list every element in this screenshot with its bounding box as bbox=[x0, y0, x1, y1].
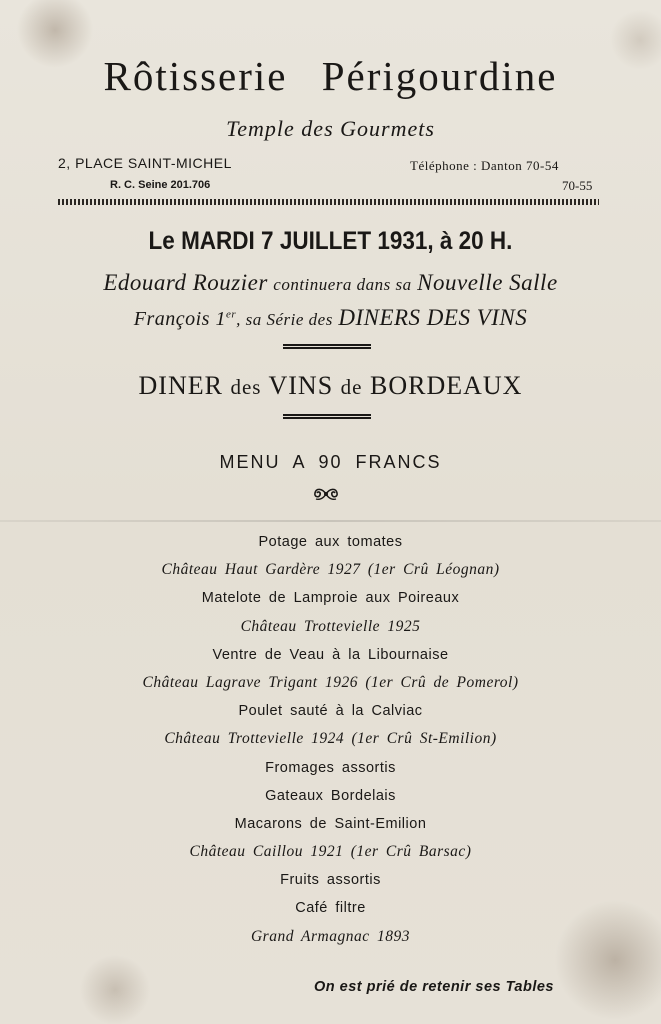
menu-items bbox=[0, 532, 661, 955]
menu-item-dish: Matelote de Lamproie aux Poireaux bbox=[201, 590, 460, 607]
intro-text-1: continuera dans sa bbox=[273, 275, 412, 294]
paper-fold bbox=[0, 520, 661, 522]
menu-item-dish: Poulet sauté à la Calviac bbox=[238, 703, 423, 720]
menu-item-dish: Fruits assortis bbox=[280, 872, 381, 889]
restaurant-address: 2, PLACE SAINT-MICHEL bbox=[58, 155, 232, 171]
menu-item-dish: Café filtre bbox=[295, 900, 366, 917]
dotted-divider bbox=[58, 199, 599, 205]
dinner-word: de bbox=[340, 375, 363, 399]
menu-item-dish: Macarons de Saint-Emilion bbox=[234, 815, 427, 832]
menu-item-dish: Fromages assortis bbox=[265, 759, 396, 776]
telephone: Téléphone : Danton 70-54 bbox=[410, 158, 559, 173]
intro-line-2 bbox=[0, 305, 661, 331]
dinner-word: VINS bbox=[268, 371, 334, 400]
menu-item-dish: Potage aux tomates bbox=[258, 534, 403, 550]
dinner-word: BORDEAUX bbox=[370, 371, 523, 400]
intro-text-2: , sa Série des bbox=[236, 310, 333, 329]
restaurant-name: Rôtisserie Périgourdine bbox=[103, 53, 558, 99]
menu-item-wine: Château Haut Gardère 1927 (1er Crû Léognan) bbox=[161, 561, 500, 579]
dinner-title bbox=[0, 371, 661, 401]
double-rule-top bbox=[283, 344, 371, 349]
reservation-note: On est prié de retenir ses Tables bbox=[314, 979, 554, 995]
restaurant-tagline: Temple des Gourmets bbox=[226, 116, 435, 141]
series-name: DINERS DES VINS bbox=[338, 305, 528, 330]
fleuron-ornament-icon bbox=[310, 485, 342, 507]
room-name-2: François 1 bbox=[133, 308, 226, 330]
menu-item-wine: Grand Armagnac 1893 bbox=[250, 927, 411, 945]
room-name: Nouvelle Salle bbox=[417, 270, 558, 295]
menu-item-dish: Gateaux Bordelais bbox=[265, 787, 396, 804]
dinner-word: des bbox=[230, 375, 262, 399]
event-date: Le MARDI 7 JUILLET 1931, à 20 H. bbox=[148, 227, 513, 255]
host-name: Edouard Rouzier bbox=[103, 270, 268, 295]
menu-item-wine: Château Caillou 1921 (1er Crû Barsac) bbox=[189, 843, 472, 861]
ordinal-suffix: er bbox=[225, 308, 237, 321]
intro-line-1 bbox=[0, 270, 661, 296]
menu-item-wine: Château Trottevielle 1924 (1er Crû St-Emilion) bbox=[164, 730, 497, 748]
trade-register: R. C. Seine 201.706 bbox=[110, 179, 211, 191]
menu-item-wine: Château Trottevielle 1925 bbox=[240, 617, 421, 635]
telephone-secondary: 70-55 bbox=[562, 178, 593, 193]
double-rule-bottom bbox=[283, 414, 371, 419]
menu-item-wine: Château Lagrave Trigant 1926 (1er Crû de Pomerol) bbox=[142, 673, 519, 691]
menu-title: MENU A 90 FRANCS bbox=[219, 452, 442, 472]
dinner-word: DINER bbox=[138, 371, 223, 400]
menu-item-dish: Ventre de Veau à la Libournaise bbox=[212, 646, 449, 663]
